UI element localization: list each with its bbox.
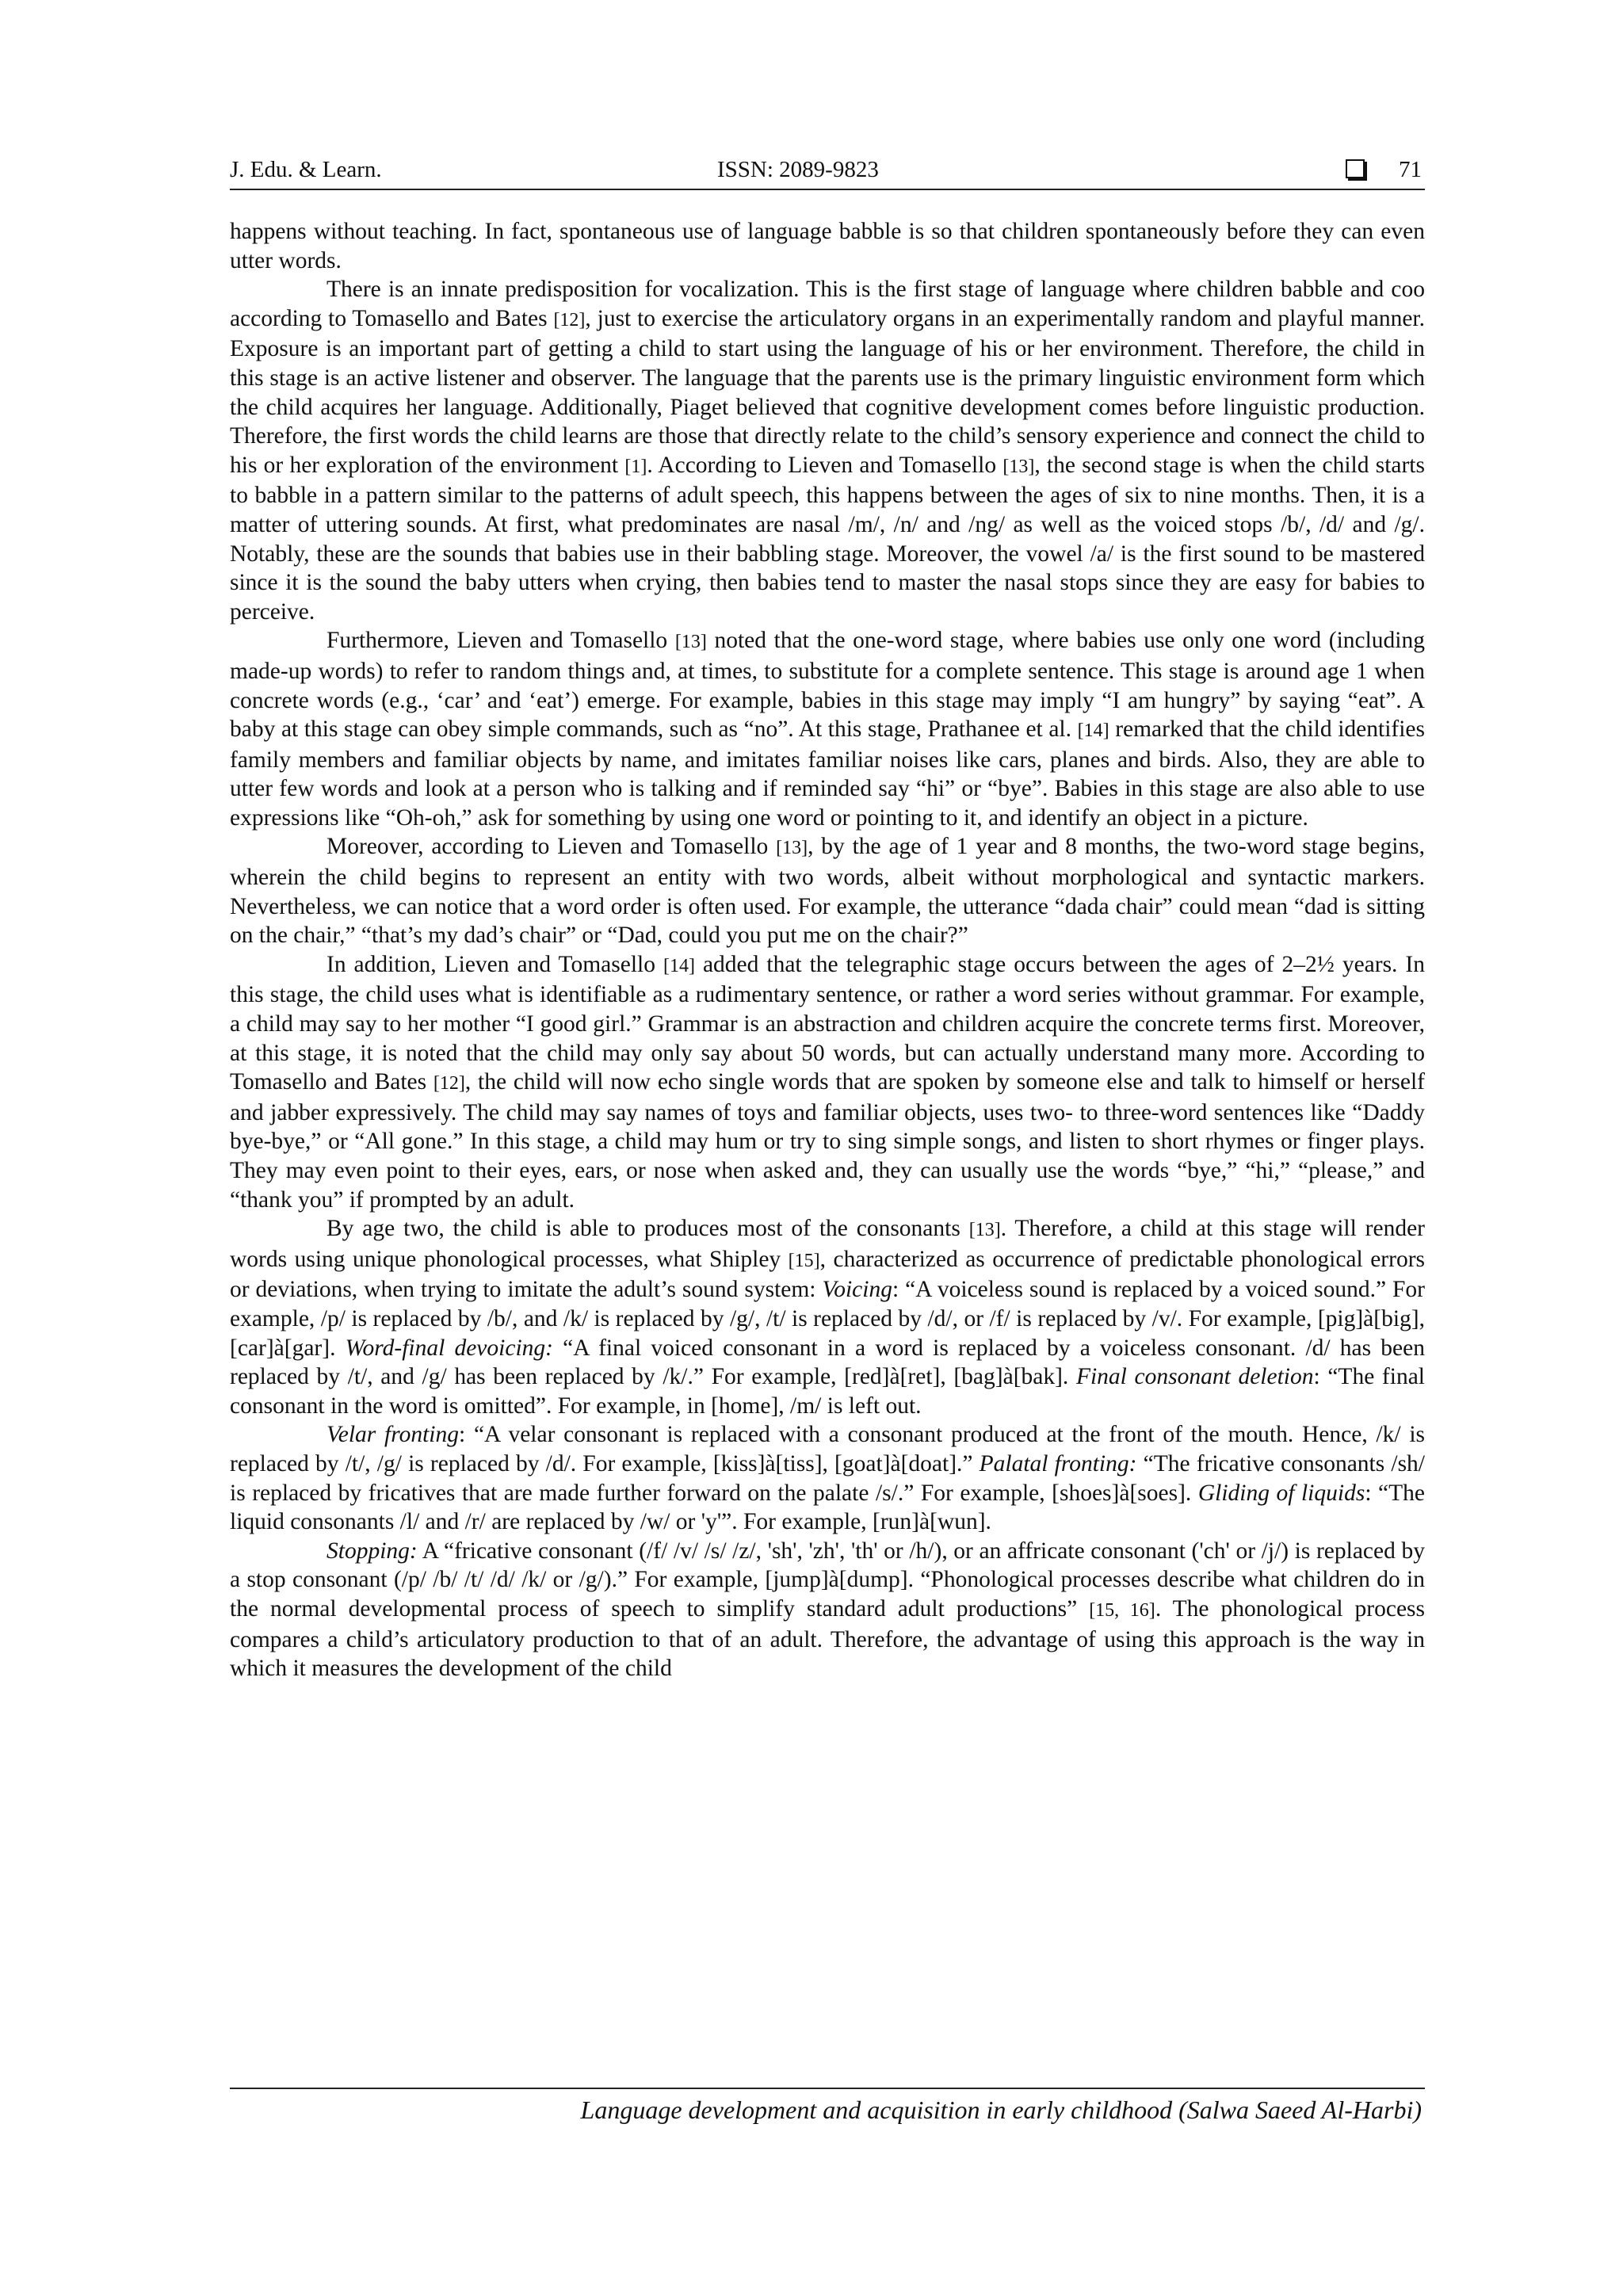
running-footer: Language development and acquisition in early childhood (Salwa Saeed Al-Harbi) bbox=[580, 2095, 1422, 2124]
paragraph-1: happens without teaching. In fact, spontaneous use of language babble is so that children spontaneously before they can even utter words. bbox=[230, 219, 1425, 273]
header-rule bbox=[230, 189, 1425, 190]
issn: ISSN: 2089-9823 bbox=[717, 157, 879, 182]
article-body bbox=[230, 217, 1425, 1683]
paragraph-4: Moreover, according to Lieven and Tomasello [13], by the age of 1 year and 8 months, the two-word stage begins, wherein the child begins to represent an entity with two words, albeit without morphological and syntactic markers. Nevertheless, we can notice that a word order is often used. For example, the utterance “dada chair” could mean “dad is sitting on the chair,” “that’s my dad’s chair” or “Dad, could you put me on the chair?” bbox=[230, 834, 1425, 949]
paragraph-3: Furthermore, Lieven and Tomasello [13] noted that the one-word stage, where babies use only one word (including made-up words) to refer to random things and, at times, to substitute for a complete sentence. This stage is around age 1 when concrete words (e.g., ‘car’ and ‘eat’) emerge. For example, babies in this stage may imply “I am hungry” by saying “eat”. A baby at this stage can obey simple commands, such as “no”. At this stage, Prathanee et al. [14] remarked that the child identifies family members and familiar objects by name, and imitates familiar noises like cars, planes and birds. Also, they are able to utter few words and look at a person who is talking and if reminded say “hi” or “bye”. Babies in this stage are also able to use expressions like “Oh-oh,” ask for something by using one word or pointing to it, and identify an object in a picture. bbox=[230, 628, 1425, 831]
running-header bbox=[230, 155, 1425, 187]
paragraph-6: By age two, the child is able to produces most of the consonants [13]. Therefore, a child at this stage will render words using unique phonological processes, what Shipley [15], characterized as occurrence of predictable phonological errors or deviations, when trying to imitate the adult’s sound system: Voicing: “A voiceless sound is replaced by a voiced sound.” For example, /p/ is replaced by /b/, and /k/ is replaced by /g/, /t/ is replaced by /d/, or /f/ is replaced by /v/. For example, [pig]à[big], [car]à[gar]. Word-final devoicing: “A final voiced consonant in a word is replaced by a voiceless consonant. /d/ has been replaced by /t/, and /g/ has been replaced by /k/.” For example, [red]à[ret], [bag]à[bak]. Final consonant deletion: “The final consonant in the word is omitted”. For example, in [home], /m/ is left out. bbox=[230, 1216, 1425, 1419]
paragraph-8: Stopping: A “fricative consonant (/f/ /v/ /s/ /z/, 'sh', 'zh', 'th' or /h/), or an affricate consonant ('ch' or /j/) is replaced by a stop consonant (/p/ /b/ /t/ /d/ /k/ or /g/).” For example, [jump]à[dump]. “Phonological processes describe what children do in the normal developmental process of speech to simplify standard adult productions” [15, 16]. The phonological process compares a child’s articulatory production to that of an adult. Therefore, the advantage of using this approach is the way in which it measures the development of the child bbox=[230, 1538, 1426, 1682]
footer-rule bbox=[230, 2088, 1425, 2089]
paragraph-5: In addition, Lieven and Tomasello [14] added that the telegraphic stage occurs between the ages of 2–2½ years. In this stage, the child uses what is identifiable as a rudimentary sentence, or rather a word series without grammar. For example, a child may say to her mother “I good girl.” Grammar is an abstraction and children acquire the concrete terms first. Moreover, at this stage, it is noted that the child may only say about 50 words, but can actually understand many more. According to Tomasello and Bates [12], the child will now echo single words that are spoken by someone else and talk to himself or herself and jabber expressively. The child may say names of toys and familiar objects, uses two- to three-word sentences like “Daddy bye-bye,” or “All gone.” In this stage, a child may hum or try to sing simple songs, and listen to short rhymes or finger plays. They may even point to their eyes, ears, or nose when asked and, they can usually use the words “bye,” “hi,” “please,” and “thank you” if prompted by an adult. bbox=[230, 951, 1425, 1213]
paragraph-2: There is an innate predisposition for vocalization. This is the first stage of language where children babble and coo according to Tomasello and Bates [12], just to exercise the articulatory organs in an experimentally random and playful manner. Exposure is an important part of getting a child to start using the language of his or her environment. Therefore, the child in this stage is an active listener and observer. The language that the parents use is the primary linguistic environment form which the child acquires her language. Additionally, Piaget believed that cognitive development comes before linguistic production. Therefore, the first words the child learns are those that directly relate to the child’s sensory experience and connect the child to his or her exploration of the environment [1]. According to Lieven and Tomasello [13], the second stage is when the child starts to babble in a pattern similar to the patterns of adult speech, this happens between the ages of six to nine months. Then, it is a matter of uttering sounds. At first, what predominates are nasal /m/, /n/ and /ng/ as well as the voiced stops /b/, /d/ and /g/. Notably, these are the sounds that babies use in their babbling stage. Moreover, the vowel /a/ is the first sound to be mastered since it is the sound the baby utters when crying, then babies tend to master the nasal stops since they are easy for babies to perceive. bbox=[230, 277, 1426, 625]
paragraph-7: Velar fronting: “A velar consonant is replaced with a consonant produced at the front of the mouth. Hence, /k/ is replaced by /t/, /g/ is replaced by /d/. For example, [kiss]à[tiss], [goat]à[doat].” Palatal fronting: “The fricative consonants /sh/ is replaced by fricatives that are made further forward on the palate /s/.” For example, [shoes]à[soes]. Gliding of liquids: “The liquid consonants /l/ and /r/ are replaced by /w/ or 'y'”. For example, [run]à[wun]. bbox=[230, 1422, 1425, 1535]
square-bullet-icon bbox=[1346, 159, 1365, 178]
page-number: 71 bbox=[1399, 157, 1422, 182]
page bbox=[230, 0, 1425, 2296]
journal-name: J. Edu. & Learn. bbox=[230, 157, 382, 182]
